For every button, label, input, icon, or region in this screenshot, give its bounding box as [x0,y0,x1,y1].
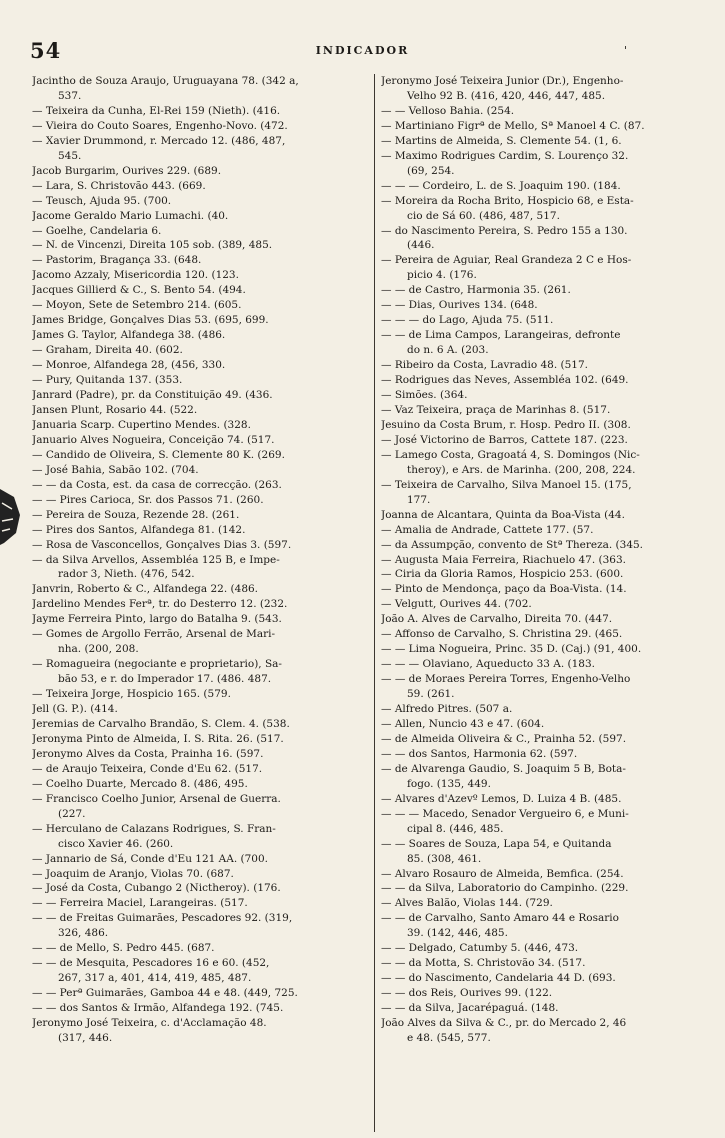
index-entry: — — Lima Nogueira, Princ. 35 D. (Caj.) (91, 400. [381,643,642,656]
index-entry-continuation: 85. (308, 461. [407,852,482,865]
index-entry: — — — do Lago, Ajuda 75. (511. [381,314,554,327]
index-entry: Jeronymo Alves da Costa, Prainha 16. (597. [32,747,264,760]
index-entry: — — dos Santos & Irmão, Alfandega 192. (745. [32,1002,284,1015]
index-entry-continuation: bão 53, e r. do Imperador 17. (486. 487. [58,673,272,686]
index-entry: — — dos Santos, Harmonia 62. (597. [381,747,578,760]
index-entry: Jell (G. P.). (414. [32,703,118,716]
column-divider [374,74,375,1132]
index-entry: Jesuino da Costa Brum, r. Hosp. Pedro II. (308. [381,418,631,431]
index-entry: — — do Nascimento, Candelaria 44 D. (693. [381,972,616,985]
index-entry: — — de Moraes Pereira Torres, Engenho-Velho [381,673,631,686]
index-entry: João A. Alves de Carvalho, Direita 70. (447. [381,613,613,626]
index-entry: — de Alvarenga Gaudio, S. Joaquim 5 B, Bota- [381,762,626,775]
index-entry: — Joaquim de Aranjo, Violas 70. (687. [32,867,234,880]
index-entry: — Vieira do Couto Soares, Engenho-Novo. (472. [32,119,288,132]
index-entry: — Romagueira (negociante e proprietario), Sa- [32,658,282,671]
index-entry: — — — Olaviano, Aqueducto 33 A. (183. [381,658,596,671]
index-entry: — — de Lima Campos, Larangeiras, defronte [381,329,621,342]
index-entry: — do Nascimento Pereira, S. Pedro 155 a 130. [381,224,628,237]
index-entry: Januaria Scarp. Cupertino Mendes. (328. [32,418,251,431]
index-entry: — Lamego Costa, Gragoatá 4, S. Domingos (Nic- [381,448,640,461]
index-entry: — — de Mesquita, Pescadores 16 e 60. (452, [32,957,270,970]
index-entry: — — Ferreira Maciel, Larangeiras. (517. [32,897,248,910]
index-entry-continuation: 59. (261. [407,688,455,701]
index-entry: — Martins de Almeida, S. Clemente 54. (1, 6. [381,134,622,147]
index-entry: — de Almeida Oliveira & C., Prainha 52. (597. [381,732,627,745]
index-entry-continuation: cio de Sá 60. (486, 487, 517. [407,209,560,222]
index-entry: Jacintho de Souza Araujo, Uruguayana 78. (342 a, [32,75,299,87]
index-entry: — Teusch, Ajuda 95. (700. [32,194,172,207]
index-entry: — Amalia de Andrade, Cattete 177. (57. [381,523,594,536]
index-entry: — da Assumpção, convento de Stª Thereza. (345. [381,538,644,551]
index-entry: — Pinto de Mendonça, paço da Boa-Vista. (14. [381,583,627,596]
index-entry: — Herculano de Calazans Rodrigues, S. Fran- [32,822,276,835]
index-entry: — Allen, Nuncio 43 e 47. (604. [381,717,545,730]
index-entry: — Maximo Rodrigues Cardim, S. Lourenço 32. [381,149,629,162]
index-entry-continuation: 39. (142, 446, 485. [407,927,508,940]
index-entry: Joanna de Alcantara, Quinta da Boa-Vista (44. [381,508,625,521]
index-entry: — Candido de Oliveira, S. Clemente 80 K. (269. [32,448,285,461]
index-entry: — José Bahia, Sabão 102. (704. [32,463,199,476]
index-entry: — Jannario de Sá, Conde d'Eu 121 AA. (700. [32,852,268,865]
index-entry: — Ciria da Gloria Ramos, Hospicio 253. (600. [381,568,624,581]
index-entry: — Alfredo Pitres. (507 a. [381,703,513,716]
index-entry: James G. Taylor, Alfandega 38. (486. [32,329,226,342]
index-entry: — Lara, S. Christovão 443. (669. [32,179,206,192]
index-entry: Januario Alves Nogueira, Conceição 74. (517. [32,433,275,446]
index-entry: — — Dias, Ourives 134. (648. [381,299,538,312]
index-entry: — Pires dos Santos, Alfandega 81. (142. [32,523,246,536]
index-entry: — Pereira de Aguiar, Real Grandeza 2 C e Hos- [381,254,632,267]
index-entry-continuation: (69, 254. [407,164,455,177]
index-entry-continuation: cipal 8. (446, 485. [407,822,504,835]
index-entry-continuation: 177. [407,493,431,506]
index-entry-continuation: theroy), e Ars. de Marinha. (200, 208, 224. [407,463,636,476]
index-entry: — José da Costa, Cubango 2 (Nictheroy). (176. [32,882,281,895]
index-entry-continuation: rador 3, Nieth. (476, 542. [58,568,195,581]
index-entry: Jeremias de Carvalho Brandão, S. Clem. 4. (538. [32,717,290,730]
index-entry: — — da Silva, Laboratorio do Campinho. (229. [381,882,629,895]
index-entry: — Alvaro Rosauro de Almeida, Bemfica. (254. [381,867,624,880]
index-entry: — Coelho Duarte, Mercado 8. (486, 495. [32,777,248,790]
index-entry: James Bridge, Gonçalves Dias 53. (695, 699. [32,314,269,327]
index-entry: — Pastorim, Bragança 33. (648. [32,254,202,267]
binding-ink-mark [0,485,22,547]
index-entry: — Monroe, Alfandega 28, (456, 330. [32,359,226,372]
index-entry: — — de Freitas Guimarães, Pescadores 92. (319, [32,912,293,925]
index-entry: Jacome Geraldo Mario Lumachi. (40. [32,209,229,222]
index-entry-continuation: do n. 6 A. (203. [407,344,489,357]
index-entry-continuation: (446. [407,239,435,252]
index-entry: — Pereira de Souza, Rezende 28. (261. [32,508,240,521]
index-entry-continuation: fogo. (135, 449. [407,777,491,790]
index-entry: — — de Castro, Harmonia 35. (261. [381,284,571,297]
index-entry: Jacob Burgarim, Ourives 229. (689. [32,164,222,177]
index-entry: — — Soares de Souza, Lapa 54, e Quitanda [381,837,612,850]
index-entry: — Pury, Quitanda 137. (353. [32,374,183,387]
index-entry: — — Velloso Bahia. (254. [381,104,515,117]
index-entry: Jacques Gillierd & C., S. Bento 54. (494. [32,284,246,297]
index-entry-continuation: cisco Xavier 46. (260. [58,837,174,850]
index-entry: — Graham, Direita 40. (602. [32,344,183,357]
index-entry: — Gomes de Argollo Ferrão, Arsenal de Mari- [32,628,276,641]
index-entry: — José Victorino de Barros, Cattete 187. (223. [381,433,628,446]
index-entry: — Teixeira Jorge, Hospicio 165. (579. [32,688,231,701]
index-entry-continuation: picio 4. (176. [407,269,477,282]
index-entry: — — Perª Guimarães, Gamboa 44 e 48. (449, 725. [32,987,298,1000]
index-entry: — Goelhe, Candelaria 6. [32,224,162,237]
index-entry: — Ribeiro da Costa, Lavradio 48. (517. [381,359,588,372]
index-entry: — — de Mello, S. Pedro 445. (687. [32,942,215,955]
index-entry-continuation: 326, 486. [58,927,109,940]
index-entry: — Simões. (364. [381,389,468,402]
index-entry: — Teixeira da Cunha, El-Rei 159 (Nieth). (416. [32,104,281,117]
index-entry-continuation: nha. (200, 208. [58,643,139,656]
index-entry: Janrard (Padre), pr. da Constituição 49. (436. [32,389,273,402]
index-entry: — Martiniano Figrª de Mello, Sª Manoel 4 C. (87. [381,119,645,132]
index-entry: João Alves da Silva & C., pr. do Mercado 2, 46 [381,1017,627,1030]
index-entry-continuation: Velho 92 B. (416, 420, 446, 447, 485. [407,89,606,102]
index-entry-continuation: 545. [58,149,82,162]
index-entry: — — dos Reis, Ourives 99. (122. [381,987,553,1000]
index-entry: Jeronymo José Teixeira, c. d'Acclamação 48. [32,1017,267,1030]
index-entry: — da Silva Arvellos, Assembléa 125 B, e Impe- [32,553,280,566]
index-entry: — Teixeira de Carvalho, Silva Manoel 15. (175, [381,478,632,491]
index-entry: — — Delgado, Catumby 5. (446, 473. [381,942,579,955]
index-entry: — — — Macedo, Senador Vergueiro 6, e Muni- [381,807,629,820]
header-mark: ' [624,44,628,57]
index-entry-continuation: (227. [58,807,86,820]
index-entry: — de Araujo Teixeira, Conde d'Eu 62. (517. [32,762,263,775]
index-entry: — — da Costa, est. da casa de correcção. (263. [32,478,282,491]
running-head: INDICADOR [315,44,410,57]
left-column [32,74,375,1134]
index-entry-continuation: e 48. (545, 577. [407,1032,491,1044]
index-entry: Janvrin, Roberto & C., Alfandega 22. (486. [32,583,259,596]
right-column [381,74,724,1134]
index-entry: — — — Cordeiro, L. de S. Joaquim 190. (184. [381,179,621,192]
index-entry: Jardelino Mendes Ferª, tr. do Desterro 12. (232. [32,598,288,611]
index-entry: — — da Motta, S. Christovão 34. (517. [381,957,586,970]
index-entry: — Augusta Maia Ferreira, Riachuelo 47. (363. [381,553,627,566]
index-entry: — Alvares d'Azevº Lemos, D. Luiza 4 B. (485. [381,792,622,805]
index-entry: — Moyon, Sete de Setembro 214. (605. [32,299,242,312]
index-entry: — Xavier Drummond, r. Mercado 12. (486, 487, [32,134,286,147]
index-entry-continuation: (317, 446. [58,1032,113,1044]
index-entry: — Francisco Coelho Junior, Arsenal de Guerra. [32,792,281,805]
index-entry: — Alves Balão, Violas 144. (729. [381,897,553,910]
index-entry-continuation: 267, 317 a, 401, 414, 419, 485, 487. [58,972,252,985]
index-entry: — Rodrigues das Neves, Assembléa 102. (649. [381,374,629,387]
index-entry: — Velgutt, Ourives 44. (702. [381,598,532,611]
index-entry-continuation: 537. [58,89,82,102]
index-entry: Jayme Ferreira Pinto, largo do Batalha 9. (543. [32,613,282,626]
page-number: 54 [30,38,62,63]
index-entry: Jacomo Azzaly, Misericordia 120. (123. [32,269,239,282]
index-entry: — Affonso de Carvalho, S. Christina 29. (465. [381,628,623,641]
index-entry: — Vaz Teixeira, praça de Marinhas 8. (517. [381,403,611,416]
index-entry: — — da Silva, Jacarépaguá. (148. [381,1002,559,1015]
index-entry: — Rosa de Vasconcellos, Gonçalves Dias 3. (597. [32,538,292,551]
index-entry: Jansen Plunt, Rosario 44. (522. [32,403,198,416]
index-entry: — — de Carvalho, Santo Amaro 44 e Rosario [381,912,619,925]
index-entry: Jeronyma Pinto de Almeida, I. S. Rita. 26. (517. [32,732,284,745]
index-entry: — Moreira da Rocha Brito, Hospicio 68, e Esta- [381,194,634,207]
index-entry: Jeronymo José Teixeira Junior (Dr.), Engenho- [381,75,624,87]
index-entry: — — Pires Carioca, Sr. dos Passos 71. (260. [32,493,264,506]
index-entry: — N. de Vincenzi, Direita 105 sob. (389, 485. [32,239,273,252]
